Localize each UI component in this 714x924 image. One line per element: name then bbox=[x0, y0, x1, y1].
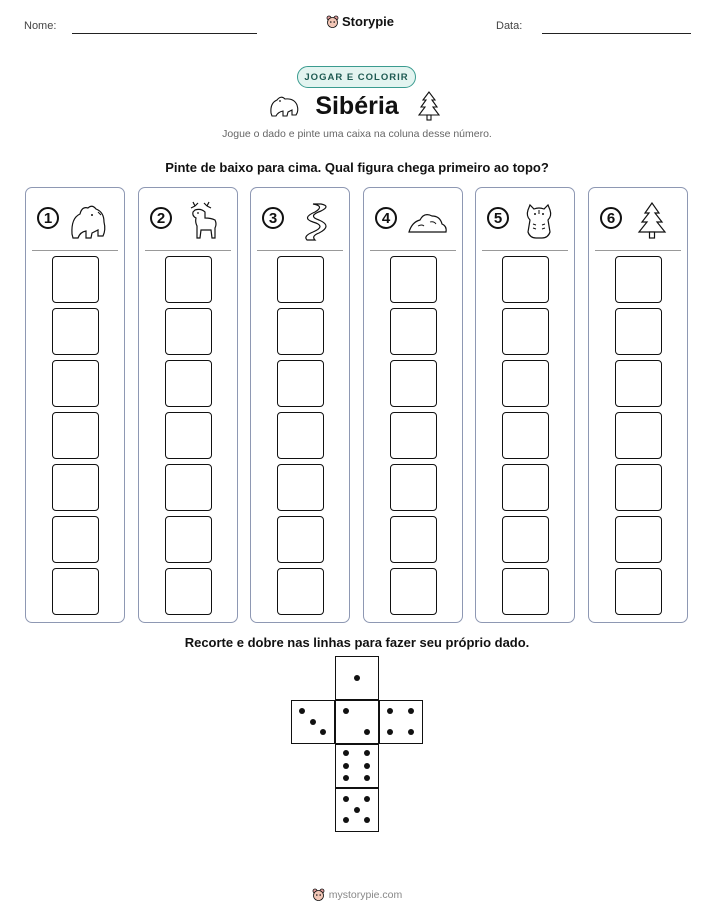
color-box[interactable] bbox=[615, 464, 662, 511]
bear-icon bbox=[268, 91, 300, 119]
die-pip bbox=[364, 775, 370, 781]
column-number: 6 bbox=[600, 207, 622, 229]
brand-logo bbox=[326, 14, 394, 29]
subtitle: Jogue o dado e pinte uma caixa na coluna desse número. bbox=[222, 128, 492, 140]
column-6 bbox=[588, 187, 688, 623]
color-box[interactable] bbox=[277, 256, 324, 303]
pine-tree-icon bbox=[631, 200, 673, 242]
color-box[interactable] bbox=[52, 308, 99, 355]
column-3 bbox=[250, 187, 350, 623]
column-divider bbox=[257, 250, 343, 251]
die-pip bbox=[343, 775, 349, 781]
reindeer-icon bbox=[181, 200, 223, 242]
storypie-mascot-icon bbox=[312, 888, 325, 902]
footer bbox=[0, 888, 714, 902]
color-box[interactable] bbox=[615, 568, 662, 615]
die-pip bbox=[343, 796, 349, 802]
die-pip bbox=[299, 708, 305, 714]
color-box[interactable] bbox=[390, 568, 437, 615]
die-pip bbox=[354, 807, 360, 813]
color-box[interactable] bbox=[52, 360, 99, 407]
color-box[interactable] bbox=[277, 516, 324, 563]
column-divider bbox=[370, 250, 456, 251]
color-box[interactable] bbox=[165, 256, 212, 303]
column-divider bbox=[32, 250, 118, 251]
coloring-instruction: Pinte de baixo para cima. Qual figura chega primeiro ao topo? bbox=[165, 160, 549, 175]
date-label: Data: bbox=[496, 20, 523, 32]
activity-badge: JOGAR E COLORIR bbox=[297, 66, 416, 88]
die-pip bbox=[343, 750, 349, 756]
color-box[interactable] bbox=[277, 464, 324, 511]
snow-pile-icon bbox=[406, 200, 448, 242]
die-pip bbox=[364, 750, 370, 756]
die-pip bbox=[408, 729, 414, 735]
column-5 bbox=[475, 187, 575, 623]
color-box[interactable] bbox=[390, 412, 437, 459]
column-4 bbox=[363, 187, 463, 623]
color-box[interactable] bbox=[52, 256, 99, 303]
color-box[interactable] bbox=[502, 256, 549, 303]
color-box[interactable] bbox=[502, 516, 549, 563]
die-face-1 bbox=[335, 656, 379, 700]
color-box[interactable] bbox=[502, 360, 549, 407]
column-2 bbox=[138, 187, 238, 623]
die-face-4 bbox=[379, 700, 423, 744]
brand-name: Storypie bbox=[342, 14, 395, 29]
dice-instruction: Recorte e dobre nas linhas para fazer seu próprio dado. bbox=[184, 635, 530, 650]
name-label: Nome: bbox=[24, 20, 57, 32]
color-box[interactable] bbox=[165, 516, 212, 563]
column-1 bbox=[25, 187, 125, 623]
bear-icon bbox=[68, 200, 110, 242]
color-box[interactable] bbox=[277, 568, 324, 615]
die-pip bbox=[364, 763, 370, 769]
die-pip bbox=[387, 729, 393, 735]
color-box[interactable] bbox=[277, 412, 324, 459]
column-number: 4 bbox=[375, 207, 397, 229]
column-divider bbox=[482, 250, 568, 251]
color-box[interactable] bbox=[502, 568, 549, 615]
column-divider bbox=[145, 250, 231, 251]
color-box[interactable] bbox=[615, 360, 662, 407]
color-box[interactable] bbox=[52, 568, 99, 615]
color-box[interactable] bbox=[390, 516, 437, 563]
color-box[interactable] bbox=[615, 412, 662, 459]
die-pip bbox=[343, 763, 349, 769]
name-line bbox=[72, 33, 257, 34]
color-box[interactable] bbox=[502, 412, 549, 459]
color-box[interactable] bbox=[277, 360, 324, 407]
page-title: Sibéria bbox=[315, 92, 399, 120]
color-box[interactable] bbox=[390, 308, 437, 355]
color-box[interactable] bbox=[615, 308, 662, 355]
die-pip bbox=[310, 719, 316, 725]
die-pip bbox=[343, 708, 349, 714]
die-face-5 bbox=[335, 788, 379, 832]
die-face-3 bbox=[291, 700, 335, 744]
die-pip bbox=[343, 817, 349, 823]
die-pip bbox=[364, 796, 370, 802]
die-pip bbox=[408, 708, 414, 714]
footer-url[interactable]: mystorypie.com bbox=[328, 889, 403, 901]
die-face-2 bbox=[335, 700, 379, 744]
color-box[interactable] bbox=[52, 464, 99, 511]
color-box[interactable] bbox=[615, 516, 662, 563]
die-face-6 bbox=[335, 744, 379, 788]
color-box[interactable] bbox=[390, 256, 437, 303]
color-box[interactable] bbox=[165, 568, 212, 615]
color-box[interactable] bbox=[165, 412, 212, 459]
date-line bbox=[542, 33, 691, 34]
color-box[interactable] bbox=[502, 464, 549, 511]
die-pip bbox=[354, 675, 360, 681]
die-pip bbox=[364, 729, 370, 735]
column-number: 1 bbox=[37, 207, 59, 229]
column-number: 3 bbox=[262, 207, 284, 229]
column-number: 5 bbox=[487, 207, 509, 229]
color-box[interactable] bbox=[52, 412, 99, 459]
tiger-icon bbox=[518, 200, 560, 242]
color-box[interactable] bbox=[277, 308, 324, 355]
die-pip bbox=[387, 708, 393, 714]
die-pip bbox=[320, 729, 326, 735]
column-number: 2 bbox=[150, 207, 172, 229]
color-box[interactable] bbox=[165, 308, 212, 355]
column-divider bbox=[595, 250, 681, 251]
color-box[interactable] bbox=[502, 308, 549, 355]
pine-tree-icon bbox=[416, 90, 442, 122]
storypie-mascot-icon bbox=[326, 15, 339, 29]
die-pip bbox=[364, 817, 370, 823]
color-box[interactable] bbox=[165, 464, 212, 511]
color-box[interactable] bbox=[615, 256, 662, 303]
river-icon bbox=[293, 200, 335, 242]
color-box[interactable] bbox=[52, 516, 99, 563]
color-box[interactable] bbox=[165, 360, 212, 407]
color-box[interactable] bbox=[390, 464, 437, 511]
color-box[interactable] bbox=[390, 360, 437, 407]
